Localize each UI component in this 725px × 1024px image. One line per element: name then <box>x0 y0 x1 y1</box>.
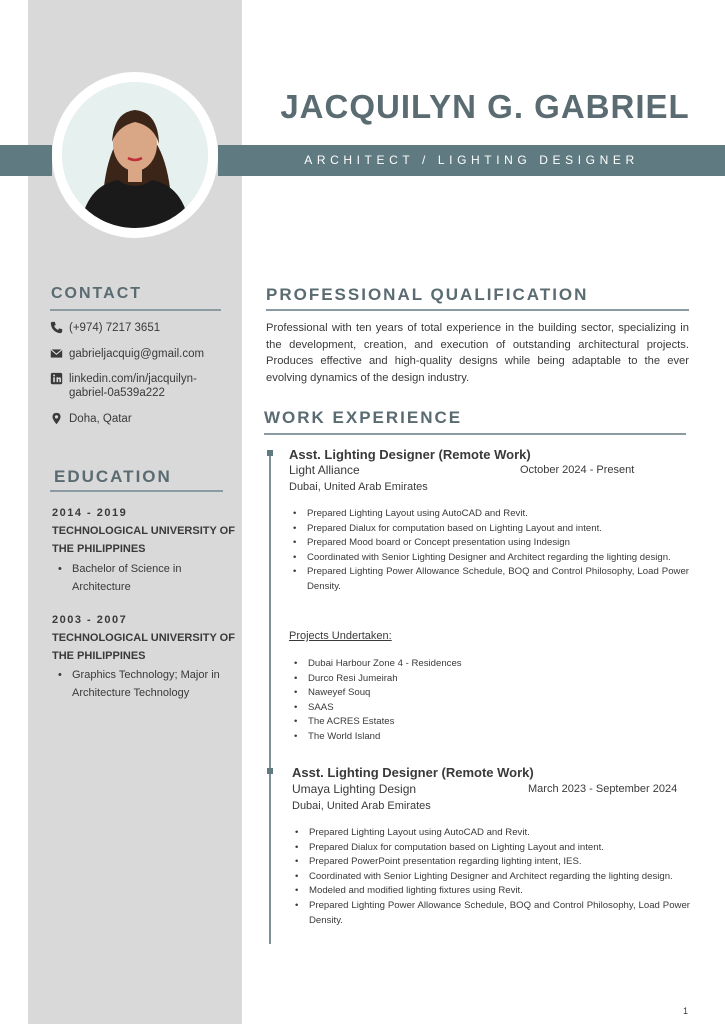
education-divider <box>50 490 223 492</box>
qualification-heading: PROFESSIONAL QUALIFICATION <box>266 285 589 304</box>
education-school: TECHNOLOGICAL UNIVERSITY OF THE PHILIPPINES <box>52 632 235 662</box>
education-years: 2003 - 2007 <box>52 614 128 626</box>
location-text: Doha, Qatar <box>69 413 132 425</box>
duty-item: • Modeled and modified lighting fixtures using Revit. <box>292 884 690 899</box>
project-item: • Durco Resi Jumeirah <box>291 672 591 687</box>
job-title: Asst. Lighting Designer (Remote Work) <box>289 447 531 462</box>
contact-heading: CONTACT <box>51 285 143 302</box>
education-heading: EDUCATION <box>54 467 172 486</box>
job-duties <box>292 826 690 928</box>
qualification-summary: Professional with ten years of total experience in the building sector, specializing in the development, creation, and execution of outstanding architectural projects. Produces effective and high-quality designs while being adaptable to the ever evolving dynamics of the design industry. <box>266 322 689 384</box>
job-dates: October 2024 - Present <box>520 464 635 476</box>
job-title: Asst. Lighting Designer (Remote Work) <box>292 765 534 780</box>
qualification-divider <box>266 309 689 311</box>
duty-item: • Coordinated with Senior Lighting Designer and Architect regarding the lighting design. <box>292 870 690 885</box>
job-location: Dubai, United Arab Emirates <box>292 800 431 812</box>
duty-item: • Prepared Mood board or Concept presentation using Indesign <box>290 536 689 551</box>
projects-heading: Projects Undertaken: <box>289 630 392 642</box>
education-years: 2014 - 2019 <box>52 507 128 519</box>
email-text: gabrieljacquig@gmail.com <box>69 348 205 360</box>
profile-photo <box>62 82 208 228</box>
duty-item: • Prepared Dialux for computation based on Lighting Layout and intent. <box>292 841 690 856</box>
timeline-marker <box>267 768 273 774</box>
work-divider <box>264 433 686 435</box>
duty-item: • Coordinated with Senior Lighting Designer and Architect regarding the lighting design. <box>290 551 689 566</box>
work-heading: WORK EXPERIENCE <box>264 408 463 427</box>
job-company: Umaya Lighting Design <box>292 782 417 796</box>
job-duties <box>290 507 689 595</box>
timeline-marker <box>267 450 273 456</box>
contact-location <box>50 412 235 426</box>
job-subtitle: ARCHITECT / LIGHTING DESIGNER <box>304 153 639 167</box>
contact-phone <box>50 321 235 335</box>
projects-list <box>291 657 591 745</box>
project-item: • The ACRES Estates <box>291 715 591 730</box>
duty-item: • Prepared Lighting Power Allowance Schedule, BOQ and Control Philosophy, Load Power Density. <box>290 565 689 594</box>
project-item: • Naweyef Souq <box>291 686 591 701</box>
phone-icon <box>50 321 63 334</box>
project-item: • The World Island <box>291 730 591 745</box>
duty-item: • Prepared Lighting Layout using AutoCAD and Revit. <box>292 826 690 841</box>
job-dates: March 2023 - September 2024 <box>528 783 678 795</box>
linkedin-text: linkedin.com/in/jacquilyn-gabriel-0a539a222 <box>69 373 197 399</box>
phone-text: (+974) 7217 3651 <box>69 322 161 334</box>
project-item: • SAAS <box>291 701 591 716</box>
education-degree: • Graphics Technology; Major in Architecture Technology <box>58 666 242 702</box>
contact-divider <box>50 309 221 311</box>
job-company: Light Alliance <box>289 463 360 477</box>
candidate-name: JACQUILYN G. GABRIEL <box>280 88 690 125</box>
education-degree: • Bachelor of Science in Architecture <box>58 560 242 596</box>
job-location: Dubai, United Arab Emirates <box>289 481 428 493</box>
linkedin-icon <box>50 372 63 385</box>
header-band-left <box>0 145 52 176</box>
project-item: • Dubai Harbour Zone 4 - Residences <box>291 657 591 672</box>
page-number: 1 <box>683 1006 689 1016</box>
duty-item: • Prepared PowerPoint presentation regarding lighting intent, IES. <box>292 855 690 870</box>
contact-linkedin <box>50 372 222 400</box>
duty-item: • Prepared Lighting Layout using AutoCAD and Revit. <box>290 507 689 522</box>
duty-item: • Prepared Dialux for computation based on Lighting Layout and intent. <box>290 522 689 537</box>
timeline-line <box>269 456 271 944</box>
map-pin-icon <box>50 412 63 425</box>
education-school: TECHNOLOGICAL UNIVERSITY OF THE PHILIPPINES <box>52 525 235 555</box>
duty-item: • Prepared Lighting Power Allowance Schedule, BOQ and Control Philosophy, Load Power Density. <box>292 899 690 928</box>
mail-icon <box>50 347 63 360</box>
contact-email <box>50 347 235 361</box>
